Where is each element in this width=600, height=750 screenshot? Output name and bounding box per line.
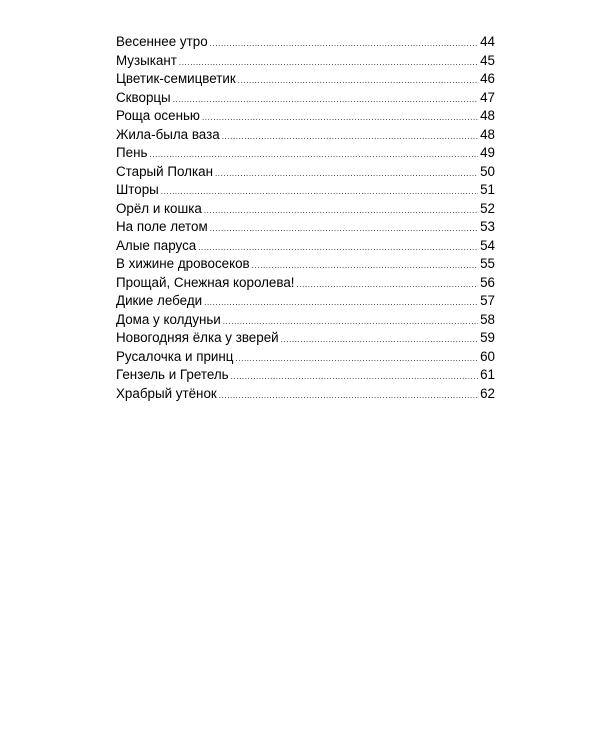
toc-entry-title: В хижине дровосеков [116, 256, 250, 271]
toc-dot-leader [202, 109, 478, 128]
toc-dot-leader [173, 91, 478, 110]
toc-entry-title: Шторы [116, 182, 159, 197]
toc-entry-title: Скворцы [116, 89, 171, 105]
toc-entry-title: Цветик-семицветик [116, 71, 236, 86]
toc-entry [116, 33, 495, 52]
toc-entry [116, 107, 495, 126]
toc-entry-page: 54 [480, 237, 495, 253]
toc-entry-title: Русалочка и принц [116, 348, 234, 364]
toc-entry-page: 48 [480, 108, 495, 123]
toc-entry-page: 51 [480, 182, 495, 197]
toc-entry [116, 348, 495, 367]
toc-dot-leader [235, 350, 478, 369]
toc-dot-leader [231, 368, 478, 387]
toc-entry-title: Музыкант [116, 52, 177, 68]
toc-entry [116, 181, 495, 200]
toc-entry-page: 45 [480, 52, 495, 68]
toc-entry-title: Алые паруса [116, 237, 197, 253]
toc-dot-leader [215, 165, 478, 184]
toc-entry [116, 274, 495, 293]
toc-dot-leader [222, 128, 478, 147]
toc-entry-title: Дома у колдуньи [116, 311, 221, 327]
toc-dot-leader [204, 294, 478, 313]
toc-entry [116, 200, 495, 219]
toc-dot-leader [204, 202, 478, 221]
toc-entry-title: Дикие лебеди [116, 293, 203, 308]
toc-entry-title: Жила-была ваза [116, 126, 220, 142]
toc-entry [116, 218, 495, 237]
toc-entry [116, 52, 495, 71]
toc-entry [116, 144, 495, 163]
toc-entry-title: На поле летом [116, 219, 208, 234]
toc-dot-leader [281, 331, 478, 350]
toc-dot-leader [210, 35, 478, 54]
toc-entry [116, 237, 495, 256]
table-of-contents [116, 33, 495, 403]
toc-entry-page: 53 [480, 219, 495, 234]
toc-entry [116, 255, 495, 274]
toc-dot-leader [219, 387, 478, 406]
toc-dot-leader [161, 183, 478, 202]
toc-entry-title: Храбрый утёнок [116, 385, 217, 401]
toc-entry-page: 57 [480, 293, 495, 308]
toc-entry-page: 56 [480, 274, 495, 290]
toc-entry-page: 50 [480, 163, 495, 179]
toc-entry [116, 89, 495, 108]
toc-entry-page: 59 [480, 330, 495, 345]
toc-dot-leader [238, 72, 478, 91]
toc-entry [116, 366, 495, 385]
toc-entry-page: 61 [480, 367, 495, 382]
toc-entry [116, 292, 495, 311]
toc-entry-title: Старый Полкан [116, 163, 213, 179]
toc-entry [116, 385, 495, 404]
toc-entry-title: Новогодняя ёлка у зверей [116, 330, 279, 345]
toc-entry-page: 48 [480, 126, 495, 142]
toc-entry-title: Орёл и кошка [116, 200, 202, 216]
toc-entry-page: 49 [480, 145, 495, 160]
toc-entry-title: Прощай, Снежная королева! [116, 274, 295, 290]
toc-entry-title: Роща осенью [116, 108, 200, 123]
toc-dot-leader [297, 276, 479, 295]
toc-entry-title: Весеннее утро [116, 34, 208, 49]
toc-entry-page: 55 [480, 256, 495, 271]
toc-entry [116, 163, 495, 182]
toc-entry-page: 58 [480, 311, 495, 327]
toc-entry-page: 47 [480, 89, 495, 105]
toc-entry-title: Пень [116, 145, 148, 160]
toc-entry-page: 44 [480, 34, 495, 49]
toc-entry [116, 70, 495, 89]
toc-entry-page: 46 [480, 71, 495, 86]
toc-dot-leader [210, 220, 478, 239]
toc-entry-page: 62 [480, 385, 495, 401]
toc-entry-page: 52 [480, 200, 495, 216]
toc-entry [116, 126, 495, 145]
toc-entry-title: Гензель и Гретель [116, 367, 229, 382]
toc-entry [116, 329, 495, 348]
toc-entry [116, 311, 495, 330]
toc-entry-page: 60 [480, 348, 495, 364]
